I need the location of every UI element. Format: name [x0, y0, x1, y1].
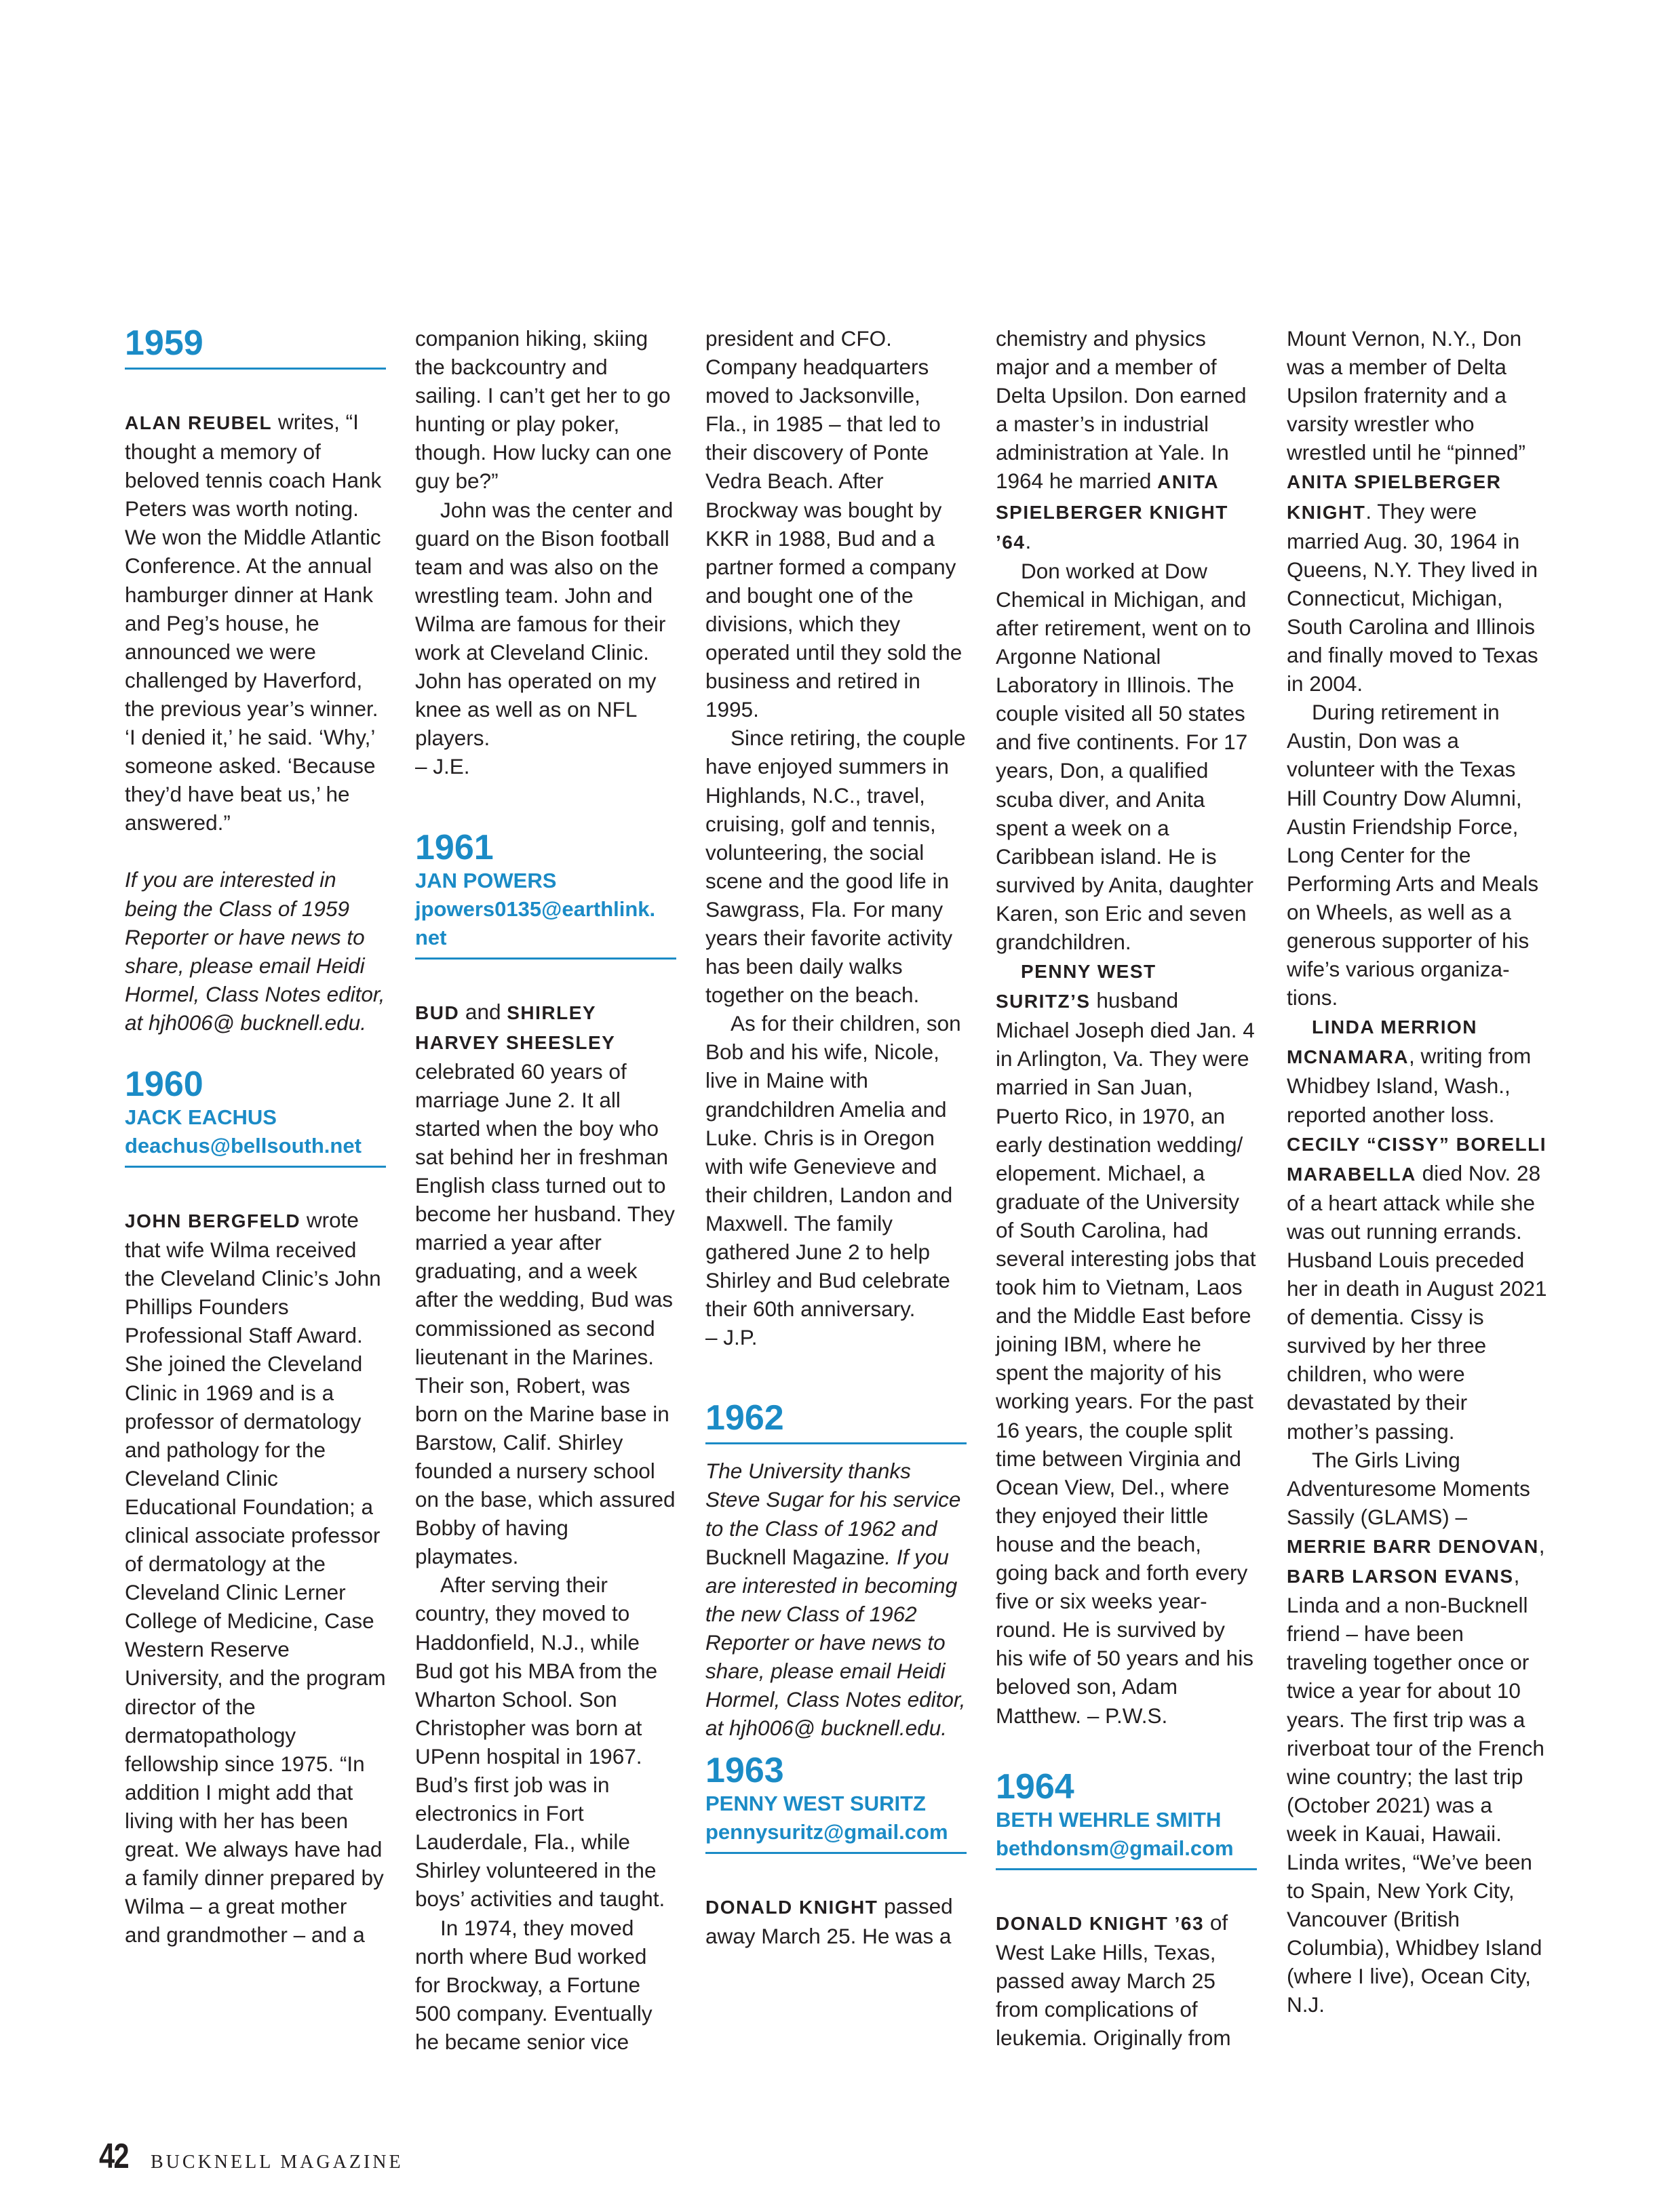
note-sheesley: BUD and SHIRLEY HARVEY SHEESLEY celebrated 60 years of marriage June 2. It all started when the boy who sat behind her in freshman English class turned out to become her husband. They married a year after graduating, and a week after the wedding, Bud was commissioned as second lieutenant in the Marines. Their son, Robert, was born on the Marine base in Barstow, Calif. Shirley founded a nursery school on the base, which assured Bobby of having playmates. — [415, 999, 676, 1569]
note-paragraph: During retirement in Austin, Don was a volunteer with the Texas Hill Country Dow Alumni, Austin Friendship Force, Long Center for the Performing Arts and Meals on Wheels, as well as a generous supporter of his wife’s various organizations. — [1287, 700, 1539, 1010]
note-continuation: companion hiking, skiing the backcountry and sailing. I can’t get her to go hunting or play poker, though. How lucky can one guy be?” — [415, 326, 672, 494]
page-footer — [99, 2136, 404, 2177]
note-signature: – J.P. — [705, 1325, 758, 1350]
class-reporter-email[interactable]: deachus@bellsouth.net — [125, 1133, 362, 1158]
column-3 — [705, 324, 967, 1951]
alumni-name: PENNY WEST SURITZ’S — [996, 961, 1156, 1012]
class-reporter-email[interactable]: bethdonsm@gmail.com — [996, 1836, 1234, 1860]
alumni-name: JOHN BERGFELD — [125, 1210, 301, 1231]
year-heading-1962: 1962 — [705, 1398, 784, 1438]
note-alan-reubel: ALAN REUBEL writes, “I thought a memory of beloved tennis coach Hank Peters was worth noting. We won the Middle Atlantic Conference. At the annual hamburger dinner at Hank and Peg’s house, he announced we were challenged by Haverford, the previous year’s winner. ‘I denied it,’ he said. ‘Why,’ someone asked. ‘Because they’d have beat us,’ he answered.” — [125, 410, 382, 835]
magazine-name: BUCKNELL MAGAZINE — [151, 2152, 404, 2173]
alumni-name: ALAN REUBEL — [125, 412, 273, 433]
note-glams: The Girls Living Adventuresome Moments Sassily (GLAMS) – MERRIE BARR DENOVAN, BARB LARSON EVANS, Linda and a non-Bucknell friend – have been traveling together once or twice a year for about 10 years. The first trip was a riverboat tour of the French wine country; the last trip (October 2021) was a week in Kauai, Hawaii. Linda writes, “We’ve been to Spain, New York City, Vancouver (British Columbia), Whidbey Island (where I live), Ocean City, N.J. — [1287, 1447, 1545, 2017]
class-reporter-name: BETH WEHRLE SMITH — [996, 1807, 1222, 1832]
column-5 — [1287, 324, 1548, 2019]
year-heading-1960: 1960 — [125, 1064, 203, 1104]
year-heading-1959: 1959 — [125, 323, 203, 363]
note-paragraph: In 1974, they moved north where Bud worked for Brockway, a Fortune 500 company. Eventually he became senior vice — [415, 1915, 653, 2054]
alumni-name: DONALD KNIGHT ’63 — [996, 1912, 1205, 1934]
column-2 — [415, 324, 676, 2056]
note-paragraph: As for their children, son Bob and his wife, Nicole, live in Maine with grandchildren Amelia and Luke. Chris is in Oregon with wife Genevieve and their children, Landon and Maxwell. The family gathered June 2 to help Shirley and Bud celebrate their 60th anniversary. — [705, 1011, 961, 1322]
class-reporter-name: PENNY WEST SURITZ — [705, 1792, 926, 1816]
alumni-name: ANITA SPIELBERGER KNIGHT — [1287, 471, 1502, 523]
note-paragraph: John was the center and guard on the Bison football team and was also on the wrestling team. John and Wilma are famous for their work at Cleveland Clinic. John has operated on my knee as well as on NFL players. — [415, 497, 674, 751]
note-continuation: president and CFO. Company headquarters moved to Jacksonville, Fla., in 1985 – that led to their discovery of Ponte Vedra Beach. After Brockway was bought by KKR in 1988, Bud and a partner formed a company and bought one of the divisions, which they operated until they sold the business and retired in 1995. — [705, 326, 962, 722]
reporter-call-1959: If you are interested in being the Class of 1959 Reporter or have news to share, please email Heidi Hormel, Class Notes editor, at hjh006@ bucknell.edu. — [125, 867, 385, 1035]
reporter-call-1962: The University thanks Steve Sugar for his service to the Class of 1962 and Bucknell Magazine. If you are interested in becoming the new Class of 1962 Reporter or have news to share, please email Heidi Hormel, Class Notes editor, at hjh006@ bucknell.edu. — [705, 1459, 966, 1741]
alumni-name: SHIRLEY HARVEY SHEESLEY — [415, 1002, 616, 1053]
alumni-name: BARB LARSON EVANS — [1287, 1566, 1514, 1587]
note-continuation: chemistry and physics major and a member of Delta Upsilon. Don earned a master’s in industrial administration at Yale. In 1964 he married ANITA SPIELBERGER KNIGHT ’64. — [996, 326, 1247, 553]
alumni-name: DONALD KNIGHT — [705, 1897, 878, 1918]
note-donald-knight: DONALD KNIGHT passed away March 25. He was a — [705, 1894, 953, 1949]
note-donald-knight-63: DONALD KNIGHT ’63 of West Lake Hills, Texas, passed away March 25 from complications of leukemia. Originally from — [996, 1910, 1231, 2050]
column-4 — [996, 324, 1257, 2052]
alumni-name: MERRIE BARR DENOVAN — [1287, 1535, 1539, 1557]
note-mcnamara: LINDA MERRION MCNAMARA, writing from Whidbey Island, Wash., reported another loss. CECILY “CISSY” BORELLI MARABELLA died Nov. 28 of a heart attack while she was out running errands. Husband Louis preceded her in death in August 2021 of dementia. Cissy is survived by her three children, who were devastated by their mother’s passing. — [1287, 1016, 1547, 1444]
alumni-name: CECILY “CISSY” BORELLI MARABELLA — [1287, 1133, 1547, 1185]
alumni-name: LINDA MERRION MCNAMARA — [1287, 1016, 1478, 1068]
note-continuation: Mount Vernon, N.Y., Don was a member of Delta Upsilon fraternity and a varsity wrestler who wrestled until he “pinned” ANITA SPIELBERGER KNIGHT. They were married Aug. 30, 1964 in Queens, N.Y. They lived in Connecticut, Michigan, South Carolina and Illinois and finally moved to Texas in 2004. — [1287, 326, 1538, 696]
note-signature: – J.E. — [415, 754, 470, 779]
year-heading-1961: 1961 — [415, 827, 494, 867]
note-john-bergfeld: JOHN BERGFELD wrote that wife Wilma received the Cleveland Clinic’s John Phillips Founders Professional Staff Award. She joined the Cleveland Clinic in 1969 and is a professor of dermatology and pathology for the Cleveland Clinic Educational Foundation; a clinical associate professor of dermatology at the Cleveland Clinic Lerner College of Medicine, Case Western Reserve University, and the program director of the dermatopathology fellowship since 1975. “In addition I might add that living with her has been great. We always have had a family dinner prepared by Wilma – a great mother and grandmother – and a — [125, 1207, 386, 1948]
column-1 — [125, 324, 386, 1949]
note-paragraph: Since retiring, the couple have enjoyed summers in Highlands, N.C., travel, cruising, golf and tennis, volunteering, the social scene and the good life in Sawgrass, Fla. For many years their favorite activity has been daily walks together on the beach. — [705, 726, 966, 1008]
note-paragraph: After serving their country, they moved to Haddonfield, N.J., while Bud got his MBA from the Wharton School. Son Christopher was born at UPenn hospital in 1967. Bud’s first job was in electronics in Fort Lauderdale, Fla., while Shirley volunteered in the boys’ activities and taught. — [415, 1573, 665, 1912]
class-reporter-email[interactable]: pennysuritz@gmail.com — [705, 1820, 948, 1844]
class-reporter-name: JAN POWERS — [415, 868, 557, 892]
note-suritz: PENNY WEST SURITZ’S husband Michael Joseph died Jan. 4 in Arlington, Va. They were married in San Juan, Puerto Rico, in 1970, an early destination wedding/ elopement. Michael, a graduate of the University of South Carolina, had several interesting jobs that took him to Vietnam, Laos and the Middle East before joining IBM, where he spent the majority of his working years. For the past 16 years, the couple split time between Virginia and Ocean View, Del., where they enjoyed their little house and the beach, going back and forth every five or six weeks year-round. He is survived by his wife of 50 years and his beloved son, Adam Matthew. – P.W.S. — [996, 961, 1256, 1728]
year-heading-1964: 1964 — [996, 1766, 1074, 1806]
note-paragraph: Don worked at Dow Chemical in Michigan, and after retirement, went on to Argonne National Laboratory in Illinois. The couple visited all 50 states and five continents. For 17 years, Don, a qualified scuba diver, and Anita spent a week on a Caribbean island. He is survived by Anita, daughter Karen, son Eric and seven grandchildren. — [996, 558, 1253, 954]
page-number: 42 — [99, 2137, 129, 2176]
class-reporter-name: JACK EACHUS — [125, 1105, 277, 1129]
class-reporter-email[interactable]: jpowers0135@earthlink. net — [415, 896, 656, 949]
alumni-name: BUD — [415, 1002, 460, 1023]
alumni-name: ANITA SPIELBERGER KNIGHT ’64 — [996, 471, 1228, 553]
year-heading-1963: 1963 — [705, 1751, 784, 1791]
